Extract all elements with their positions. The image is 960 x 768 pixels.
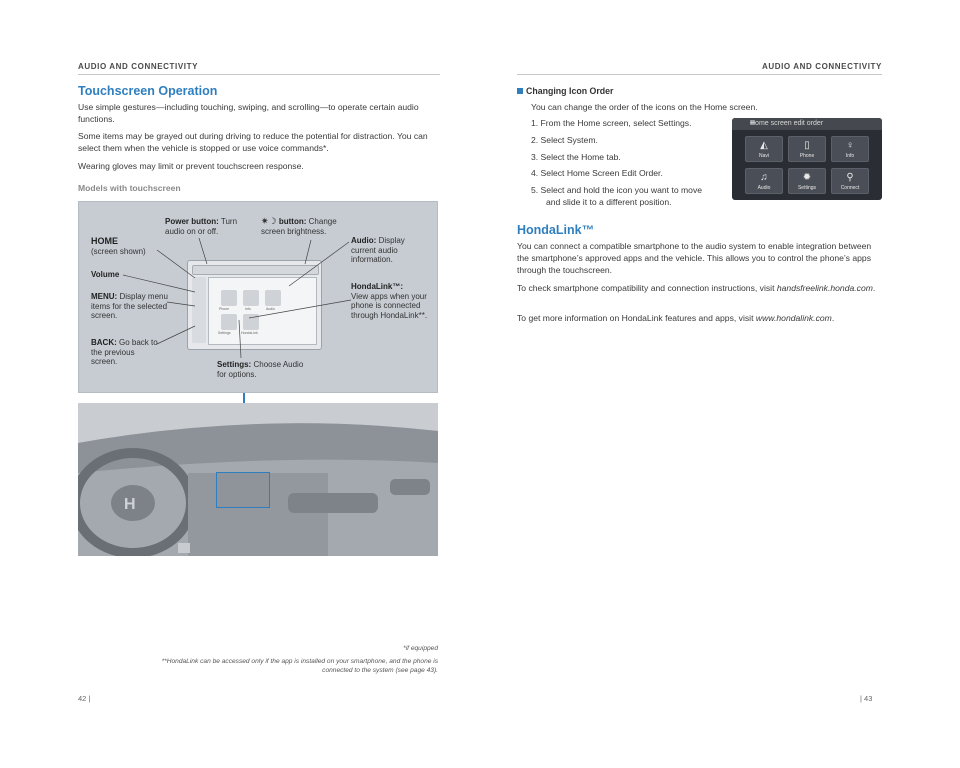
callout-volume — [91, 270, 119, 280]
screen-tile-label-info: Info — [245, 307, 251, 311]
callout-back — [91, 338, 161, 367]
touchscreen-operation-title: Touchscreen Operation — [78, 84, 218, 98]
callout-volume-label: Volume — [91, 270, 120, 279]
home-screen-edit-order-image — [732, 118, 882, 200]
tile-settings[interactable] — [788, 168, 826, 194]
music-note-icon: ♫ — [760, 172, 768, 183]
right-page-number: | 43 — [860, 694, 873, 703]
hondalink-title: HondaLink™ — [517, 223, 595, 237]
changing-icon-order-heading — [517, 86, 613, 96]
callout-settings-desc: Choose Audio for options. — [217, 360, 304, 379]
step-2: 2. Select System. — [531, 135, 598, 145]
phone-icon: ▯ — [804, 140, 810, 151]
callout-home — [91, 237, 171, 256]
screen-tile-label-settings: Settings — [218, 331, 231, 335]
left-header-rule — [78, 74, 440, 75]
tile-audio-label: Audio — [757, 185, 771, 191]
home-screen-title-bar — [732, 118, 882, 130]
callout-brightness-label: button: — [278, 217, 307, 226]
footnote-if-equipped: *if equipped — [403, 645, 438, 652]
callout-power — [165, 217, 247, 236]
left-para-1: Use simple gestures—including touching, swiping, and scrolling—to operate certain audio functions. — [78, 102, 419, 124]
callout-home-label: HOME — [91, 236, 118, 246]
para3-prefix: To get more information on HondaLink features and apps, visit — [517, 313, 756, 323]
callout-audio-label: Audio: — [351, 236, 377, 245]
left-para-2: Some items may be grayed out during driving to reduce the potential for distraction. You can select them when the vehicle is stopped or use voice commands*. — [78, 131, 428, 153]
screen-tile-label-audio: Audio — [266, 307, 275, 311]
screen-tile-label-phone: Phone — [219, 307, 230, 311]
footnote-hondalink: **HondaLink can be accessed only if the app is installed on your smartphone, and the phone is connected to the system (see page 43). — [161, 658, 438, 674]
info-icon: ♀ — [846, 140, 854, 151]
gear-icon: ✹ — [802, 172, 812, 183]
right-page-header: AUDIO AND CONNECTIVITY — [761, 62, 882, 71]
callout-power-desc: Turn audio on or off. — [165, 217, 238, 236]
screen-tile-label-hondalink: HondaLink — [241, 331, 258, 335]
brightness-moon-icon: ☽ — [268, 216, 277, 226]
callout-brightness — [261, 217, 351, 236]
callout-power-label: Power button: — [165, 217, 219, 226]
touchscreen-diagram — [78, 201, 438, 393]
navi-icon: ◭ — [760, 140, 768, 151]
section-square-icon — [517, 88, 523, 94]
left-page-header: AUDIO AND CONNECTIVITY — [78, 62, 199, 71]
callout-menu — [91, 292, 181, 321]
step-3: 3. Select the Home tab. — [531, 152, 621, 162]
models-subheading: Models with touchscreen — [78, 183, 181, 193]
callout-menu-label: MENU: — [91, 292, 118, 301]
step-5-continued: and slide it to a different position. — [546, 197, 672, 207]
car-interior-illustration — [78, 403, 438, 556]
callout-settings-label: Settings: — [217, 360, 252, 369]
left-page-number: 42 | — [78, 694, 91, 703]
left-para-3: Wearing gloves may limit or prevent touchscreen response. — [78, 161, 304, 171]
hondalink-para-3 — [517, 312, 883, 324]
tile-phone-label: Phone — [799, 153, 815, 159]
tile-navi-label: Navi — [758, 153, 769, 159]
brightness-sun-icon: ✷ — [261, 216, 269, 226]
hondalink-para-2 — [517, 282, 883, 294]
changing-icon-order-text: Changing Icon Order — [526, 86, 614, 96]
hondalink-site-link[interactable]: www.hondalink.com — [755, 313, 832, 323]
callout-menu-desc: Display menu items for the selected screen. — [91, 292, 168, 320]
svg-text:H: H — [124, 496, 136, 513]
hondalink-para-1: You can connect a compatible smartphone to the audio system to enable integration between the smartphone’s approved apps and the vehicle. This allows you to control the phone’s apps through the touchscreen. — [517, 241, 872, 275]
callout-home-desc: (screen shown) — [91, 246, 146, 256]
callout-audio-desc: Display current audio information. — [351, 236, 405, 264]
screen-highlight-box — [216, 472, 270, 508]
right-header-rule — [517, 74, 882, 75]
step-1: 1. From the Home screen, select Settings. — [531, 118, 692, 128]
tile-audio[interactable] — [745, 168, 783, 194]
home-screen-title: Home screen edit order — [750, 119, 824, 127]
callout-hondalink-desc: View apps when your phone is connected through HondaLink**. — [351, 291, 428, 320]
handsfreelink-link[interactable]: handsfreelink.honda.com — [776, 283, 873, 293]
connect-icon: ⚲ — [846, 172, 854, 183]
step-4: 4. Select Home Screen Edit Order. — [531, 168, 663, 178]
tile-navi[interactable] — [745, 136, 783, 162]
callout-settings — [217, 360, 307, 379]
para2-prefix: To check smartphone compatibility and connection instructions, visit — [517, 283, 777, 293]
callout-hondalink-label: HondaLink™: — [351, 282, 403, 291]
tile-connect-label: Connect — [840, 185, 860, 191]
callout-brightness-desc: Change screen brightness. — [261, 217, 337, 236]
tile-info-label: Info — [845, 153, 855, 159]
para2-suffix: . — [872, 283, 876, 293]
icon-order-intro: You can change the order of the icons on the Home screen. — [531, 102, 758, 112]
callout-back-desc: Go back to the previous screen. — [91, 338, 158, 366]
callout-hondalink — [351, 282, 433, 320]
tile-info[interactable] — [831, 136, 869, 162]
callout-back-label: BACK: — [91, 338, 117, 347]
tile-settings-label: Settings — [797, 185, 817, 191]
tile-connect[interactable] — [831, 168, 869, 194]
para3-suffix: . — [831, 313, 835, 323]
callout-audio — [351, 236, 423, 265]
step-5: 5. Select and hold the icon you want to move — [531, 185, 703, 195]
tile-phone[interactable] — [788, 136, 826, 162]
